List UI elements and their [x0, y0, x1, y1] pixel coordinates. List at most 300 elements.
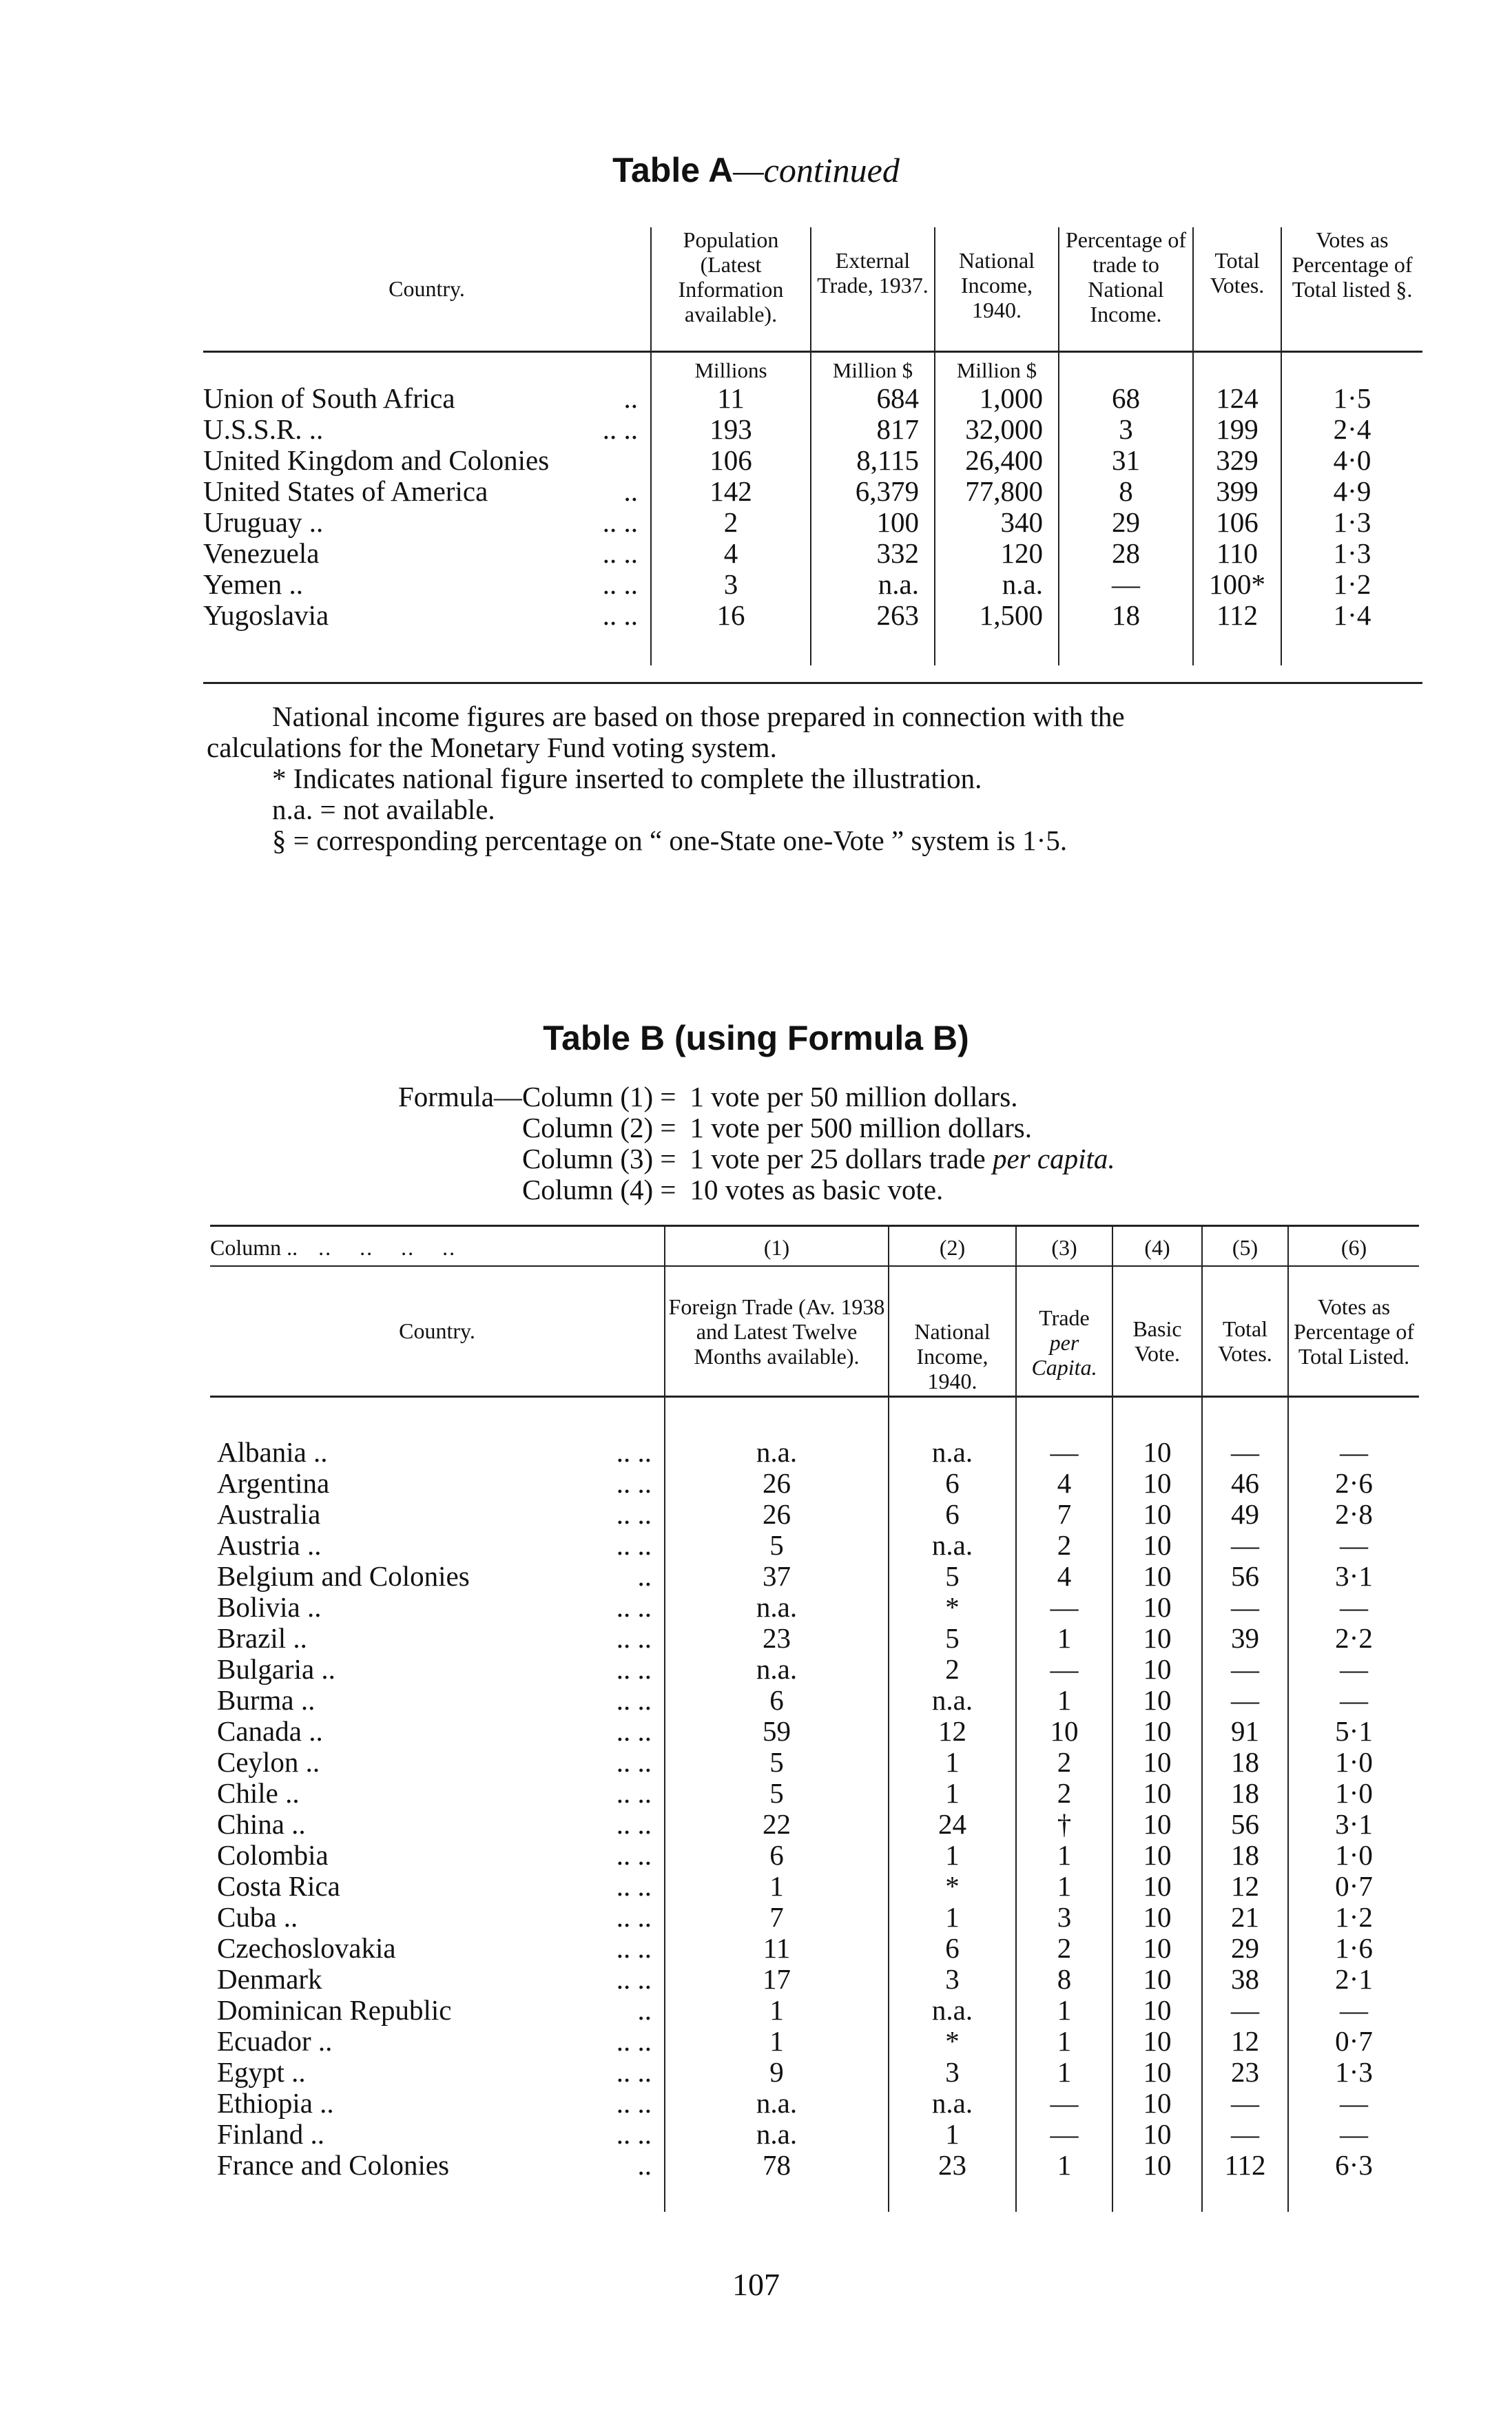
country-cell: Austria .. .. .. [210, 1530, 665, 1561]
foreign-trade-cell: 22 [665, 1809, 889, 1840]
column-number-3: (3) [1016, 1226, 1112, 1266]
foreign-trade-cell: n.a. [665, 1592, 889, 1623]
leader-dots: .. .. [616, 1962, 652, 1995]
total-votes-cell: 18 [1202, 1778, 1288, 1809]
population-cell: 11 [651, 383, 811, 414]
country-cell: Bolivia .. .. .. [210, 1592, 665, 1623]
country-cell: United States of America .. [203, 476, 651, 507]
population-cell: 106 [651, 445, 811, 476]
national-income-cell: 120 [935, 538, 1059, 569]
votes-pct-cell: 1·5 [1281, 383, 1422, 414]
leader-dots: .. .. [616, 1590, 652, 1623]
column-number-5: (5) [1202, 1226, 1288, 1266]
table-b-row [210, 1840, 1419, 1871]
table-b-row [210, 1778, 1419, 1809]
leader-dots: .. .. [616, 1683, 652, 1716]
country-cell: United Kingdom and Colonies [203, 444, 550, 476]
national-income-cell: 340 [935, 507, 1059, 538]
table-a-row [203, 507, 1422, 538]
leader-dots: .. .. [602, 537, 638, 569]
votes-pct-cell: 5·1 [1288, 1716, 1419, 1747]
trade-per-capita-cell: 2 [1016, 1778, 1112, 1809]
foreign-trade-cell: 26 [665, 1468, 889, 1499]
votes-pct-cell: 3·1 [1288, 1561, 1419, 1592]
total-votes-cell: — [1202, 2119, 1288, 2150]
votes-pct-cell: 1·3 [1288, 2057, 1419, 2088]
table-b-row [210, 1530, 1419, 1561]
foreign-trade-cell: 17 [665, 1964, 889, 1995]
total-votes-cell: 23 [1202, 2057, 1288, 2088]
country-cell: Ceylon .. .. .. [210, 1747, 665, 1778]
national-income-cell: 12 [889, 1716, 1016, 1747]
national-income-cell: 1 [889, 1778, 1016, 1809]
table-a-row [203, 445, 1422, 476]
votes-pct-cell: 2·1 [1288, 1964, 1419, 1995]
basic-vote-cell: 10 [1112, 1592, 1202, 1623]
header-b-trade-label: Trade [1039, 1305, 1090, 1330]
formula-line [398, 1112, 1115, 1143]
total-votes-cell: 56 [1202, 1561, 1288, 1592]
foreign-trade-cell: 5 [665, 1778, 889, 1809]
basic-vote-cell: 10 [1112, 1561, 1202, 1592]
trade-per-capita-cell: — [1016, 2119, 1112, 2150]
foreign-trade-cell: 1 [665, 1995, 889, 2026]
trade-per-capita-cell: 1 [1016, 1685, 1112, 1716]
trade-per-capita-cell: 2 [1016, 1530, 1112, 1561]
leader-dots: .. .. [616, 1621, 652, 1654]
total-votes-cell: 18 [1202, 1840, 1288, 1871]
national-income-cell: n.a. [935, 569, 1059, 600]
basic-vote-cell: 10 [1112, 1530, 1202, 1561]
pct-trade-cell: — [1059, 569, 1193, 600]
national-income-cell: 26,400 [935, 445, 1059, 476]
table-b-row [210, 2088, 1419, 2119]
foreign-trade-cell: 5 [665, 1747, 889, 1778]
note-line-4: n.a. = not available. [272, 794, 495, 825]
country-cell: Belgium and Colonies .. [210, 1561, 665, 1592]
total-votes-cell: 21 [1202, 1902, 1288, 1933]
external-trade-cell: 263 [811, 600, 935, 631]
basic-vote-cell: 10 [1112, 1747, 1202, 1778]
table-a-row [203, 383, 1422, 414]
national-income-cell: n.a. [889, 2088, 1016, 2119]
leader-dots: .. .. [616, 1838, 652, 1871]
votes-pct-cell: 2·4 [1281, 414, 1422, 445]
foreign-trade-cell: 37 [665, 1561, 889, 1592]
leader-dots: .. .. [602, 413, 638, 445]
total-votes-cell: — [1202, 1437, 1288, 1468]
country-cell: U.S.S.R. .. .. .. [203, 414, 651, 445]
trade-per-capita-cell: 1 [1016, 1995, 1112, 2026]
external-trade-cell: 332 [811, 538, 935, 569]
votes-pct-cell: 4·0 [1281, 445, 1422, 476]
trade-per-capita-cell: — [1016, 1654, 1112, 1685]
national-income-cell: 1 [889, 1902, 1016, 1933]
national-income-cell: 1,500 [935, 600, 1059, 631]
country-cell: Egypt .. .. .. [210, 2057, 665, 2088]
leader-dots: .. [637, 1993, 652, 2026]
votes-pct-cell: 1·0 [1288, 1747, 1419, 1778]
table-b-row [210, 1933, 1419, 1964]
leader-dots: .. .. [616, 1529, 652, 1561]
table-a [203, 227, 1422, 665]
column-number-1: (1) [665, 1226, 889, 1266]
total-votes-cell: 110 [1193, 538, 1281, 569]
basic-vote-cell: 10 [1112, 2026, 1202, 2057]
leader-dots: .. .. [616, 1498, 652, 1530]
foreign-trade-cell: 9 [665, 2057, 889, 2088]
unit-national-income: Million $ [935, 351, 1059, 383]
country-cell: Ecuador .. .. .. [210, 2026, 665, 2057]
votes-pct-cell: 1·3 [1281, 507, 1422, 538]
national-income-cell: 1 [889, 1840, 1016, 1871]
total-votes-cell: 18 [1202, 1747, 1288, 1778]
table-b-row [210, 1654, 1419, 1685]
table-a-row [203, 569, 1422, 600]
foreign-trade-cell: n.a. [665, 2088, 889, 2119]
leader-dots: .. .. [616, 1869, 652, 1902]
foreign-trade-cell: 78 [665, 2150, 889, 2181]
basic-vote-cell: 10 [1112, 1716, 1202, 1747]
votes-pct-cell: 1·0 [1288, 1778, 1419, 1809]
basic-vote-cell: 10 [1112, 1437, 1202, 1468]
country-cell: China .. .. .. [210, 1809, 665, 1840]
basic-vote-cell: 10 [1112, 2150, 1202, 2181]
table-b-row [210, 1964, 1419, 1995]
foreign-trade-cell: n.a. [665, 2119, 889, 2150]
header-national-income: National Income, 1940. [935, 227, 1059, 351]
trade-per-capita-cell: 1 [1016, 2150, 1112, 2181]
votes-pct-cell: — [1288, 1530, 1419, 1561]
total-votes-cell: 199 [1193, 414, 1281, 445]
total-votes-cell: 112 [1202, 2150, 1288, 2181]
leader-dots: .. .. [616, 1931, 652, 1964]
basic-vote-cell: 10 [1112, 1654, 1202, 1685]
formula-column: Column (1) = [521, 1081, 676, 1112]
national-income-cell: 1 [889, 1747, 1016, 1778]
national-income-cell: 1,000 [935, 383, 1059, 414]
table-b-row [210, 1561, 1419, 1592]
country-cell: Canada .. .. .. [210, 1716, 665, 1747]
country-cell: Ethiopia .. .. .. [210, 2088, 665, 2119]
formula-italic: per capita. [992, 1143, 1115, 1174]
table-b-row [210, 1809, 1419, 1840]
note-line-1: National income figures are based on those prepared in connection with the [272, 701, 1125, 732]
total-votes-cell: 12 [1202, 2026, 1288, 2057]
votes-pct-cell: 1·2 [1288, 1902, 1419, 1933]
votes-pct-cell: 2·8 [1288, 1499, 1419, 1530]
leader-dots: .. .. [616, 1467, 652, 1499]
trade-per-capita-cell: 1 [1016, 1871, 1112, 1902]
basic-vote-cell: 10 [1112, 1840, 1202, 1871]
basic-vote-cell: 10 [1112, 1809, 1202, 1840]
foreign-trade-cell: 6 [665, 1840, 889, 1871]
leader-dots: .. .. [616, 1436, 652, 1468]
national-income-cell: n.a. [889, 1685, 1016, 1716]
basic-vote-cell: 10 [1112, 1499, 1202, 1530]
column-number-4: (4) [1112, 1226, 1202, 1266]
votes-pct-cell: — [1288, 2088, 1419, 2119]
formula-lead: Formula— [398, 1081, 522, 1112]
national-income-cell: n.a. [889, 1995, 1016, 2026]
foreign-trade-cell: 5 [665, 1530, 889, 1561]
country-cell: Australia .. .. [210, 1499, 665, 1530]
foreign-trade-cell: n.a. [665, 1654, 889, 1685]
votes-pct-cell: 1·6 [1288, 1933, 1419, 1964]
votes-pct-cell: — [1288, 2119, 1419, 2150]
formula-column: Column (3) = [521, 1143, 676, 1174]
basic-vote-cell: 10 [1112, 1778, 1202, 1809]
total-votes-cell: 329 [1193, 445, 1281, 476]
leader-dots: .. [623, 382, 638, 414]
external-trade-cell: 6,379 [811, 476, 935, 507]
leader-dots: .. .. [616, 1714, 652, 1747]
basic-vote-cell: 10 [1112, 1468, 1202, 1499]
leader-dots: .. [637, 2148, 652, 2181]
table-b-row [210, 1716, 1419, 1747]
formula-text: 1 vote per 25 dollars trade [690, 1143, 993, 1174]
total-votes-cell: 12 [1202, 1871, 1288, 1902]
national-income-cell: * [889, 2026, 1016, 2057]
votes-pct-cell: 0·7 [1288, 1871, 1419, 1902]
table-b-row [210, 2057, 1419, 2088]
formula-column: Column (2) = [521, 1112, 676, 1143]
unit-external-trade: Million $ [811, 351, 935, 383]
table-a-row [203, 414, 1422, 445]
national-income-cell: 6 [889, 1468, 1016, 1499]
leader-dots: .. [637, 1560, 652, 1592]
header-b-basic-vote: Basic Vote. [1112, 1266, 1202, 1397]
trade-per-capita-cell: 4 [1016, 1561, 1112, 1592]
leader-dots: .. .. [616, 2055, 652, 2088]
total-votes-cell: — [1202, 1530, 1288, 1561]
table-b-row [210, 1499, 1419, 1530]
column-number-2: (2) [889, 1226, 1016, 1266]
leader-dots: .. .. [602, 506, 638, 538]
population-cell: 3 [651, 569, 811, 600]
header-b-national-income: National Income, 1940. [889, 1266, 1016, 1397]
national-income-cell: 23 [889, 2150, 1016, 2181]
trade-per-capita-cell: 1 [1016, 2057, 1112, 2088]
votes-pct-cell: 4·9 [1281, 476, 1422, 507]
total-votes-cell: 29 [1202, 1933, 1288, 1964]
trade-per-capita-cell: 10 [1016, 1716, 1112, 1747]
votes-pct-cell: 1·2 [1281, 569, 1422, 600]
header-b-foreign-trade: Foreign Trade (Av. 1938 and Latest Twelve Months available). [665, 1266, 889, 1397]
table-a-row [203, 538, 1422, 569]
total-votes-cell: 399 [1193, 476, 1281, 507]
note-line-5: § = corresponding percentage on “ one-State one-Vote ” system is 1·5. [272, 825, 1068, 856]
foreign-trade-cell: 7 [665, 1902, 889, 1933]
table-a-notes [207, 701, 1125, 856]
pct-trade-cell: 68 [1059, 383, 1193, 414]
header-b-total-votes: Total Votes. [1202, 1266, 1288, 1397]
basic-vote-cell: 10 [1112, 1871, 1202, 1902]
trade-per-capita-cell: † [1016, 1809, 1112, 1840]
basic-vote-cell: 10 [1112, 1623, 1202, 1654]
total-votes-cell: 38 [1202, 1964, 1288, 1995]
table-a-row [203, 600, 1422, 631]
country-cell: Cuba .. .. .. [210, 1902, 665, 1933]
trade-per-capita-cell: 8 [1016, 1964, 1112, 1995]
national-income-cell: 6 [889, 1933, 1016, 1964]
votes-pct-cell: 2·6 [1288, 1468, 1419, 1499]
leader-dots: .. .. [616, 1776, 652, 1809]
trade-per-capita-cell: 7 [1016, 1499, 1112, 1530]
pct-trade-cell: 28 [1059, 538, 1193, 569]
leader-dots: .. .. [616, 1745, 652, 1778]
unit-population: Millions [651, 351, 811, 383]
trade-per-capita-cell: 1 [1016, 2026, 1112, 2057]
basic-vote-cell: 10 [1112, 1685, 1202, 1716]
pct-trade-cell: 18 [1059, 600, 1193, 631]
foreign-trade-cell: 26 [665, 1499, 889, 1530]
table-a-title: Table A—continued [612, 151, 900, 189]
leader-dots: .. .. [602, 568, 638, 600]
table-b-title: Table B (using Formula B) [543, 1019, 969, 1057]
total-votes-cell: — [1202, 1592, 1288, 1623]
national-income-cell: * [889, 1871, 1016, 1902]
formula-line [398, 1174, 1115, 1205]
population-cell: 16 [651, 600, 811, 631]
total-votes-cell: 39 [1202, 1623, 1288, 1654]
population-cell: 142 [651, 476, 811, 507]
total-votes-cell: — [1202, 1654, 1288, 1685]
votes-pct-cell: 6·3 [1288, 2150, 1419, 2181]
table-b-row [210, 1437, 1419, 1468]
table-b-row [210, 1995, 1419, 2026]
leader-dots: .. [623, 475, 638, 507]
national-income-cell: 24 [889, 1809, 1016, 1840]
country-cell: Bulgaria .. .. .. [210, 1654, 665, 1685]
foreign-trade-cell: 11 [665, 1933, 889, 1964]
header-b-country: Country. [210, 1266, 665, 1397]
country-cell: Dominican Republic .. [210, 1995, 665, 2026]
header-b-per-capita-label: per Capita. [1031, 1329, 1097, 1380]
country-cell: France and Colonies .. [210, 2150, 665, 2181]
formula-line [398, 1081, 1115, 1112]
leader-dots: .. .. [602, 599, 638, 631]
foreign-trade-cell: 59 [665, 1716, 889, 1747]
total-votes-cell: 106 [1193, 507, 1281, 538]
votes-pct-cell: 2·2 [1288, 1623, 1419, 1654]
total-votes-cell: 46 [1202, 1468, 1288, 1499]
country-cell: Albania .. .. .. [210, 1437, 665, 1468]
total-votes-cell: — [1202, 1995, 1288, 2026]
external-trade-cell: 100 [811, 507, 935, 538]
formula-block [398, 1081, 1115, 1205]
votes-pct-cell: — [1288, 1592, 1419, 1623]
total-votes-cell: 91 [1202, 1716, 1288, 1747]
header-b-votes-pct: Votes as Percentage of Total Listed. [1288, 1266, 1419, 1397]
foreign-trade-cell: 6 [665, 1685, 889, 1716]
country-cell: Uruguay .. .. .. [203, 507, 651, 538]
pct-trade-cell: 8 [1059, 476, 1193, 507]
table-b-row [210, 1623, 1419, 1654]
votes-pct-cell: — [1288, 1995, 1419, 2026]
trade-per-capita-cell: — [1016, 1437, 1112, 1468]
leader-dots: .. .. [616, 2024, 652, 2057]
note-line-3: * Indicates national figure inserted to complete the illustration. [272, 763, 982, 794]
total-votes-cell: — [1202, 1685, 1288, 1716]
pct-trade-cell: 29 [1059, 507, 1193, 538]
basic-vote-cell: 10 [1112, 2088, 1202, 2119]
country-cell: Burma .. .. .. [210, 1685, 665, 1716]
population-cell: 193 [651, 414, 811, 445]
table-b-row [210, 2119, 1419, 2150]
total-votes-cell: 49 [1202, 1499, 1288, 1530]
foreign-trade-cell: 1 [665, 2026, 889, 2057]
national-income-cell: 3 [889, 1964, 1016, 1995]
table-b-row [210, 1747, 1419, 1778]
votes-pct-cell: 1·0 [1288, 1840, 1419, 1871]
header-country: Country. [389, 276, 465, 302]
formula-column: Column (4) = [521, 1174, 676, 1205]
foreign-trade-cell: 1 [665, 1871, 889, 1902]
note-line-2: calculations for the Monetary Fund voting system. [207, 732, 777, 763]
votes-pct-cell: — [1288, 1685, 1419, 1716]
external-trade-cell: 817 [811, 414, 935, 445]
table-b-row [210, 2026, 1419, 2057]
foreign-trade-cell: 23 [665, 1623, 889, 1654]
basic-vote-cell: 10 [1112, 1902, 1202, 1933]
formula-text: 1 vote per 500 million dollars. [690, 1112, 1032, 1143]
country-cell: Denmark .. .. [210, 1964, 665, 1995]
external-trade-cell: n.a. [811, 569, 935, 600]
column-label: Column .. .. .. .. .. [210, 1235, 457, 1260]
total-votes-cell: — [1202, 2088, 1288, 2119]
national-income-cell: 5 [889, 1623, 1016, 1654]
trade-per-capita-cell: — [1016, 1592, 1112, 1623]
country-cell: Argentina .. .. [210, 1468, 665, 1499]
pct-trade-cell: 31 [1059, 445, 1193, 476]
leader-dots: .. .. [616, 2117, 652, 2150]
table-b-row [210, 1871, 1419, 1902]
header-external-trade: External Trade, 1937. [811, 227, 935, 351]
country-cell: Venezuela .. .. [203, 538, 651, 569]
country-cell: Brazil .. .. .. [210, 1623, 665, 1654]
trade-per-capita-cell: 3 [1016, 1902, 1112, 1933]
table-a-bottom-rule [203, 682, 1422, 684]
table-a-row [203, 476, 1422, 507]
formula-line [398, 1143, 1115, 1174]
country-cell: Finland .. .. .. [210, 2119, 665, 2150]
formula-text: 1 vote per 50 million dollars. [690, 1081, 1018, 1112]
national-income-cell: 6 [889, 1499, 1016, 1530]
population-cell: 2 [651, 507, 811, 538]
basic-vote-cell: 10 [1112, 1995, 1202, 2026]
header-votes-pct: Votes as Percentage of Total listed §. [1281, 227, 1422, 351]
national-income-cell: n.a. [889, 1437, 1016, 1468]
trade-per-capita-cell: 2 [1016, 1933, 1112, 1964]
leader-dots: .. .. [616, 1807, 652, 1840]
trade-per-capita-cell: 1 [1016, 1840, 1112, 1871]
header-population: Population (Latest Information available). [651, 227, 811, 351]
votes-pct-cell: — [1288, 1654, 1419, 1685]
table-b-row [210, 1902, 1419, 1933]
total-votes-cell: 100* [1193, 569, 1281, 600]
basic-vote-cell: 10 [1112, 1964, 1202, 1995]
national-income-cell: * [889, 1592, 1016, 1623]
external-trade-cell: 684 [811, 383, 935, 414]
table-b-row [210, 1592, 1419, 1623]
external-trade-cell: 8,115 [811, 445, 935, 476]
trade-per-capita-cell: 1 [1016, 1623, 1112, 1654]
basic-vote-cell: 10 [1112, 2057, 1202, 2088]
leader-dots: .. .. [616, 1900, 652, 1933]
total-votes-cell: 56 [1202, 1809, 1288, 1840]
national-income-cell: n.a. [889, 1530, 1016, 1561]
